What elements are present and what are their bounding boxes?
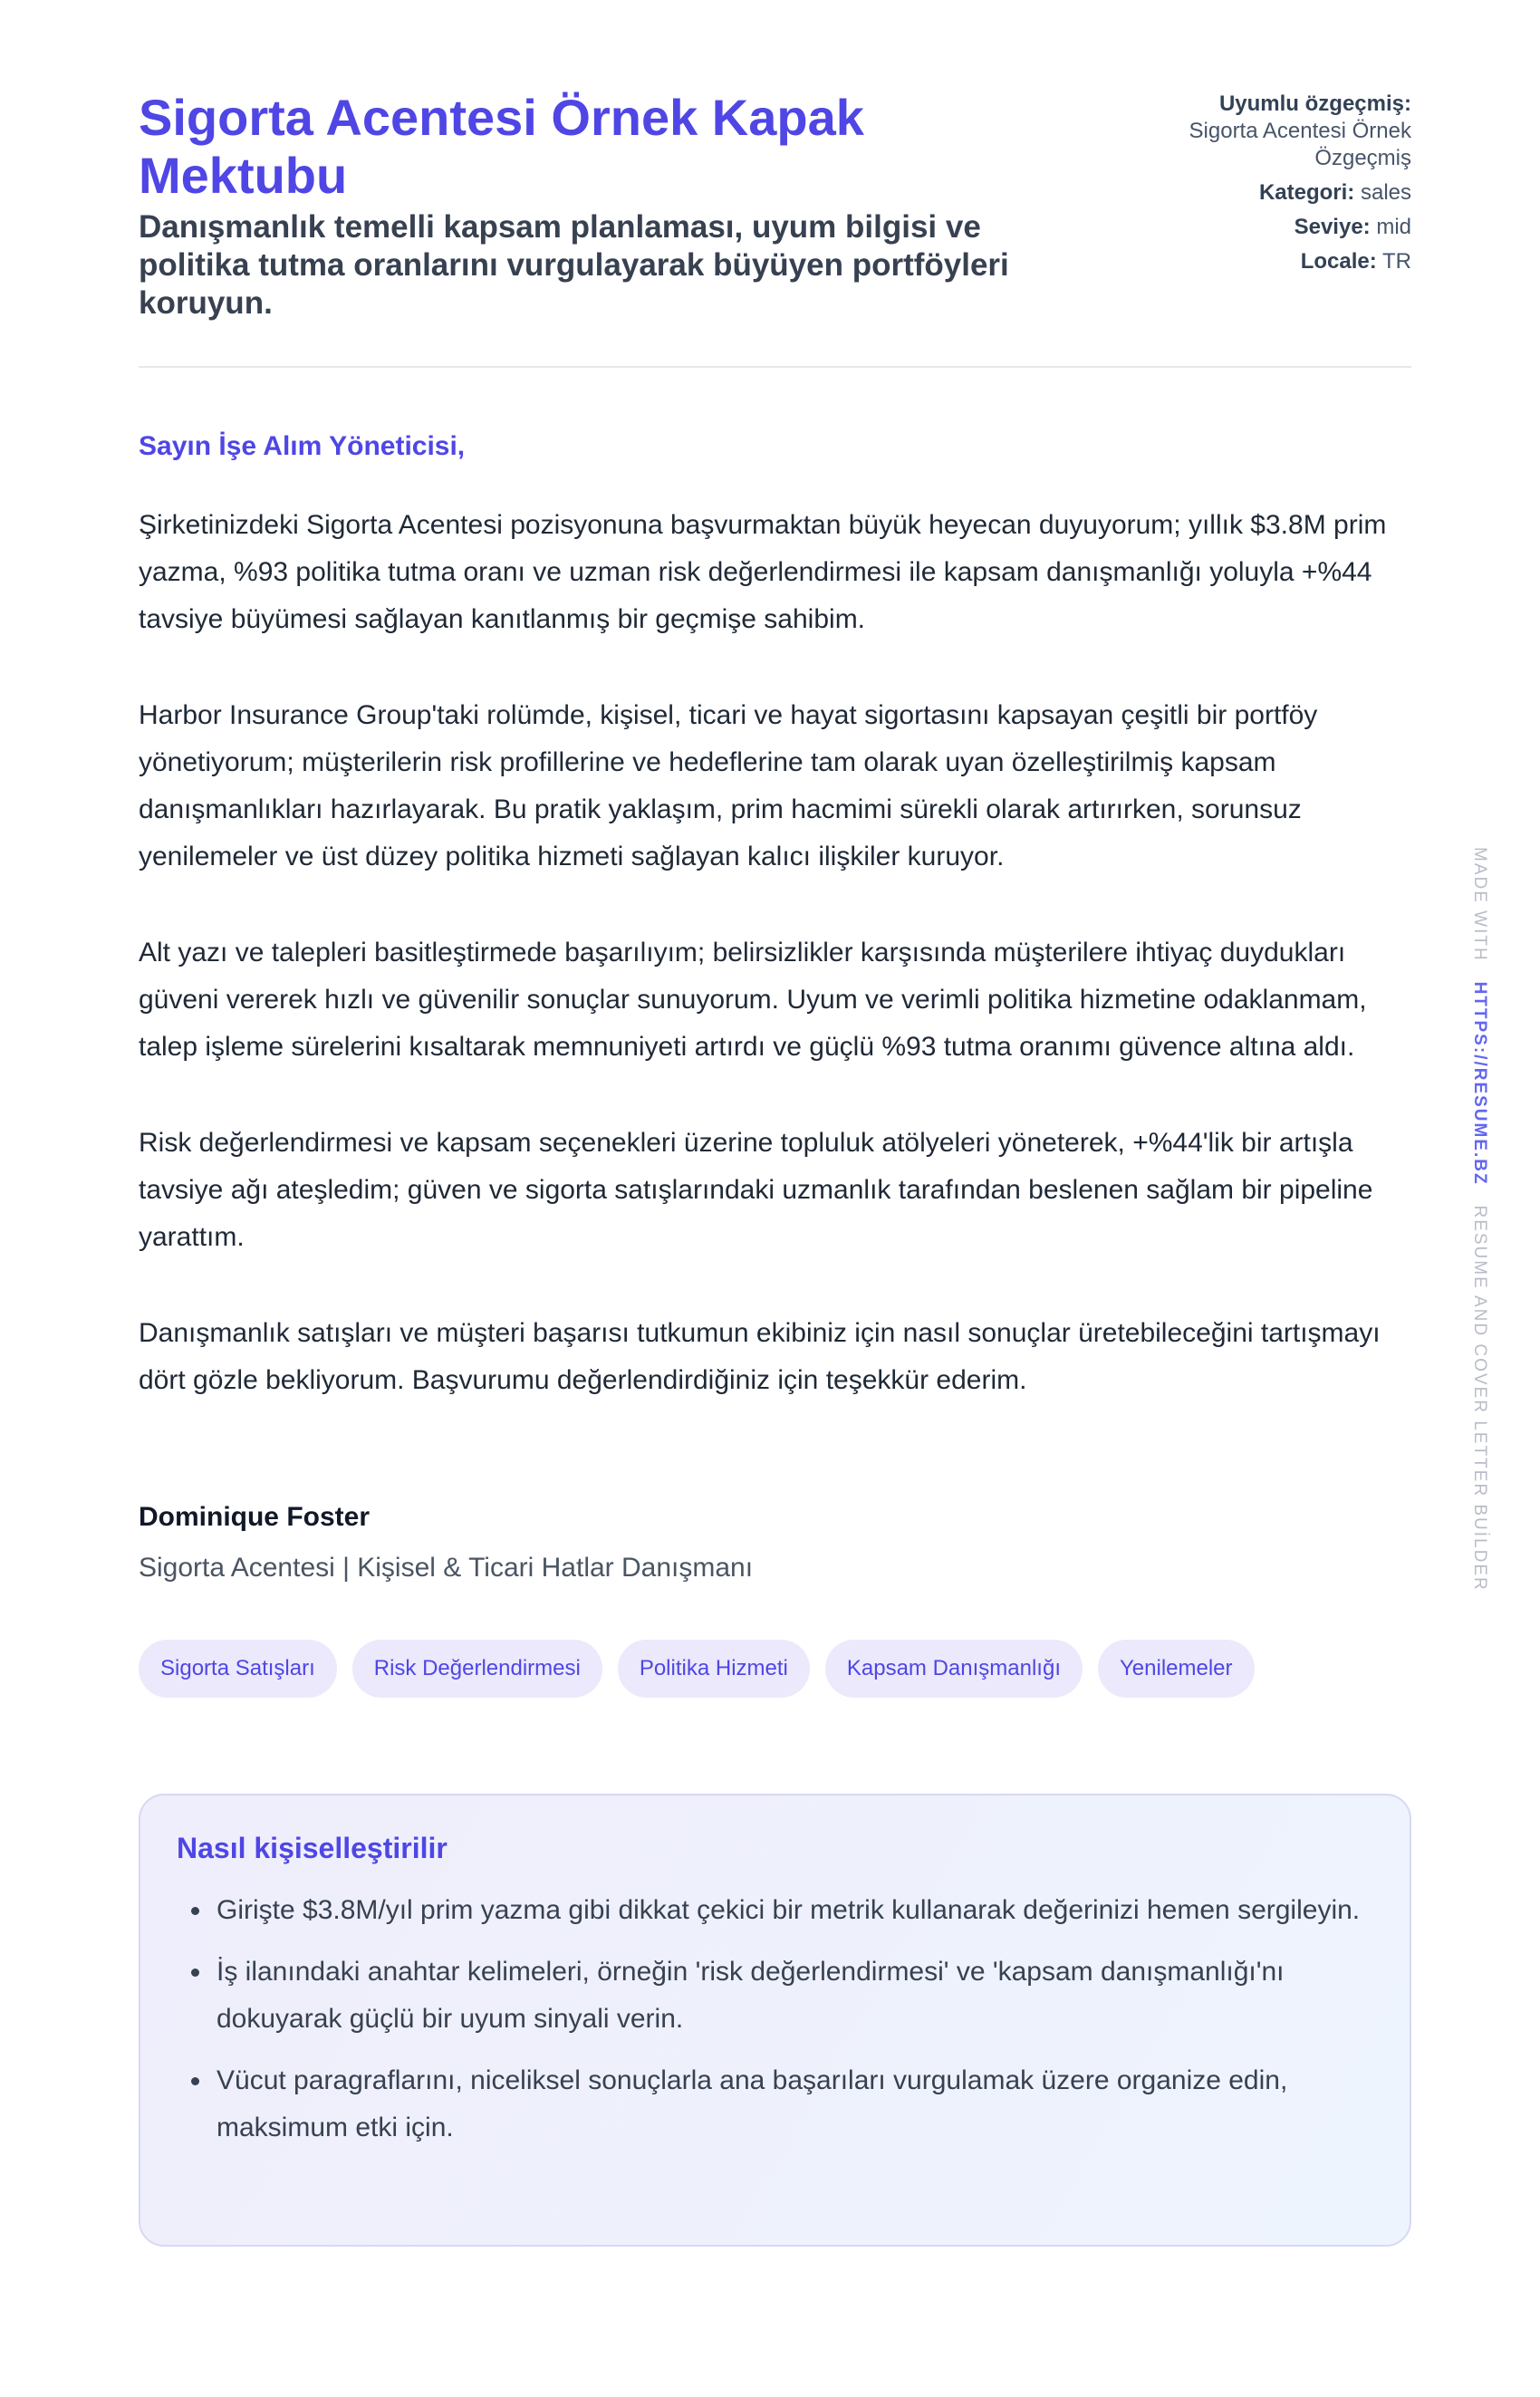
- signature-title: Sigorta Acentesi | Kişisel & Ticari Hatlar Danışmanı: [139, 1553, 754, 1583]
- meta-level-label: Seviye:: [1294, 215, 1371, 239]
- tips-title: Nasıl kişiselleştirilir: [177, 1832, 448, 1864]
- skill-tag: Yenilemeler: [1098, 1640, 1255, 1698]
- meta-info: [1140, 91, 1411, 322]
- watermark: [1469, 847, 1489, 1592]
- watermark-suffix: RESUME AND COVER LETTER BUİLDER: [1470, 1205, 1489, 1592]
- skill-tag: Risk Değerlendirmesi: [352, 1640, 602, 1698]
- header-text: [139, 89, 1081, 322]
- meta-category-value: sales: [1360, 180, 1411, 205]
- letter-paragraph: Danışmanlık satışları ve müşteri başarısı tutkumun ekibiniz için nasıl sonuçlar üretebileceğini tartışmayı dört gözle bekliyorum. Başvurumu değerlendirdiğiniz için teşekkür ederim.: [139, 1318, 1381, 1395]
- meta-resume: [1140, 91, 1411, 172]
- skill-tag: Politika Hizmeti: [618, 1640, 810, 1698]
- page-subtitle: Danışmanlık temelli kapsam planlaması, uyum bilgisi ve politika tutma oranlarını vurgulayarak büyüyen portföyleri koruyun.: [139, 209, 1009, 321]
- watermark-prefix: MADE WITH: [1470, 847, 1489, 962]
- watermark-link[interactable]: HTTPS://RESUME.BZ: [1470, 981, 1489, 1186]
- meta-resume-label: Uyumlu özgeçmiş:: [1218, 91, 1411, 116]
- signature-name: Dominique Foster: [139, 1502, 371, 1532]
- meta-category: [1140, 179, 1411, 207]
- letter-paragraph: Risk değerlendirmesi ve kapsam seçenekleri üzerine topluluk atölyeleri yöneterek, +%44'lik bir artışla tavsiye ağı ateşledim; güven ve sigorta satışlarındaki uzmanlık tarafından beslenen sağlam bir pipeline yarattım.: [139, 1128, 1373, 1252]
- meta-locale-value: TR: [1382, 249, 1411, 274]
- skill-tag: Kapsam Danışmanlığı: [825, 1640, 1083, 1698]
- skill-tag: Sigorta Satışları: [139, 1640, 337, 1698]
- tip-item: • Girişte $3.8M/yıl prim yazma gibi dikkat çekici bir metrik kullanarak değerinizi hemen sergileyin.: [213, 1887, 1372, 1934]
- tips-list: [177, 1887, 1372, 2152]
- header: [139, 89, 1411, 368]
- meta-level-value: mid: [1376, 215, 1411, 239]
- letter-paragraph: Harbor Insurance Group'taki rolümde, kişisel, ticari ve hayat sigortasını kapsayan çeşitli bir portföy yönetiyorum; müşterilerin risk profillerine ve hedeflerine tam olarak uyan özelleştirilmiş kapsam danışmanlıkları hazırlayarak. Bu pratik yaklaşım, prim hacmimi sürekli olarak artırırken, sorunsuz yenilemeler ve üst düzey politika hizmeti sağlayan kalıcı ilişkiler kuruyor.: [139, 700, 1318, 871]
- cover-letter-page: [139, 89, 1411, 2247]
- salutation: Sayın İşe Alım Yöneticisi,: [139, 431, 466, 461]
- meta-level: [1140, 214, 1411, 241]
- personalization-tips: [139, 1794, 1411, 2247]
- letter-paragraph: Şirketinizdeki Sigorta Acentesi pozisyonuna başvurmaktan büyük heyecan duyuyorum; yıllık $3.8M prim yazma, %93 politika tutma oranı ve uzman risk değerlendirmesi ile kapsam danışmanlığı yoluyla +%44 tavsiye büyümesi sağlayan kanıtlanmış bir geçmişe sahibim.: [139, 510, 1387, 634]
- meta-resume-link[interactable]: Sigorta Acentesi Örnek Özgeçmiş: [1189, 119, 1411, 170]
- skill-tags: [139, 1640, 1411, 1698]
- meta-category-label: Kategori:: [1258, 180, 1355, 205]
- page-title: Sigorta Acentesi Örnek Kapak Mektubu: [139, 89, 864, 204]
- letter-paragraph: Alt yazı ve talepleri basitleştirmede başarılıyım; belirsizlikler karşısında müşterilere ihtiyaç duydukları güveni vererek hızlı ve güvenilir sonuçlar sunuyorum. Uyum ve verimli politika hizmetine odaklanmam, talep işleme sürelerini kısaltarak memnuniyeti artırdı ve güçlü %93 tutma oranımı güvence altına aldı.: [139, 938, 1367, 1062]
- meta-locale-label: Locale:: [1300, 249, 1377, 274]
- meta-locale: [1140, 248, 1411, 275]
- tip-item: • İş ilanındaki anahtar kelimeleri, örneğin 'risk değerlendirmesi' ve 'kapsam danışmanlığı'nı dokuyarak güçlü bir uyum sinyali verin.: [213, 1949, 1372, 2043]
- tip-item: • Vücut paragraflarını, niceliksel sonuçlarla ana başarıları vurgulamak üzere organize edin, maksimum etki için.: [213, 2057, 1372, 2152]
